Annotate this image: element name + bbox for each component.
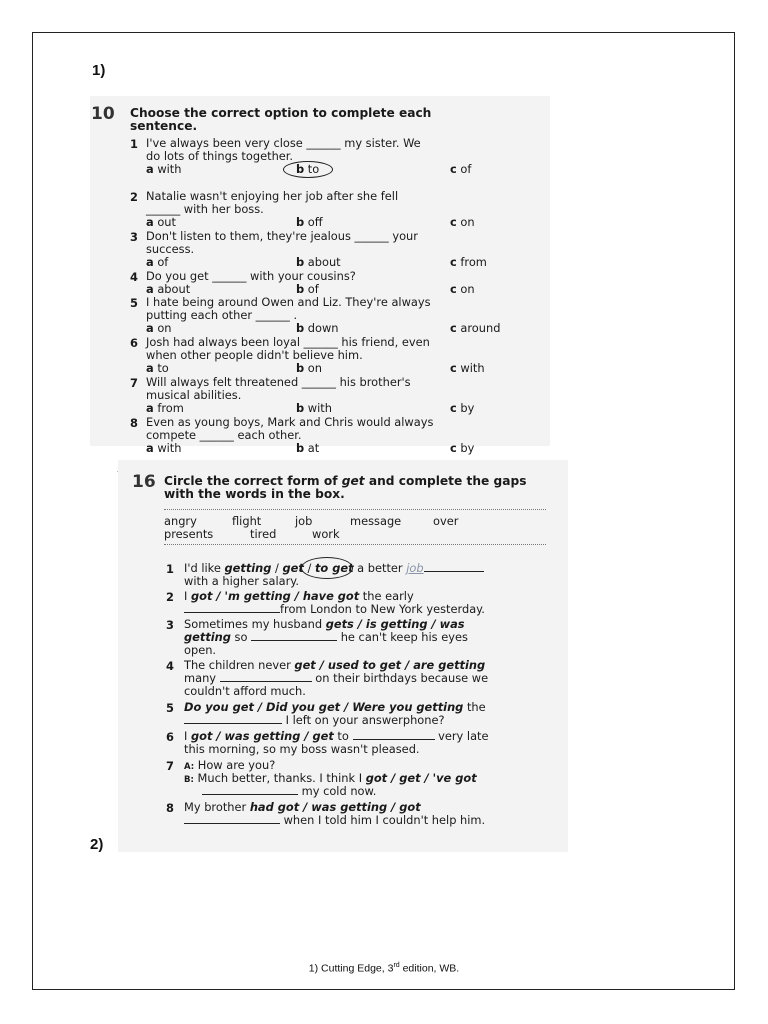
ex10-item-6-option-b: b on	[296, 361, 322, 375]
box-word: tired	[250, 527, 277, 541]
ex10-item-4-line1: Do you get ______ with your cousins?	[146, 269, 356, 283]
ex10-item-7-option-c: c by	[450, 401, 475, 415]
ex10-item-1-line1: I've always been very close ______ my sister. We	[146, 136, 421, 150]
ex10-item-2-line2: ______ with her boss.	[146, 202, 264, 216]
answer-circle-1	[283, 161, 333, 178]
ex16-item-3-line2: getting so he can't keep his eyes	[184, 630, 468, 644]
ex10-item-8-option-b: b at	[296, 441, 320, 455]
item-number: 6	[166, 730, 174, 744]
item-number: 2	[130, 190, 138, 204]
item-number: 5	[166, 701, 174, 715]
ex10-item-5-option-b: b down	[296, 321, 339, 335]
ex10-item-2-option-b: b off	[296, 215, 323, 229]
ex16-item-7-b: B: Much better, thanks. I think I got / get / 've got	[184, 771, 477, 785]
ex10-item-6-option-a: a to	[146, 361, 169, 375]
ex10-item-2-option-a: a out	[146, 215, 176, 229]
ex10-item-5-line2: putting each other ______ .	[146, 308, 298, 322]
part-2-label: 2)	[90, 836, 104, 853]
ex10-item-7-line2: musical abilities.	[146, 388, 242, 402]
ex16-item-2-line1: I got / 'm getting / have got the early	[184, 589, 414, 603]
ex16-item-8-line2: when I told him I couldn't help him.	[184, 814, 485, 827]
ex10-item-7-option-a: a from	[146, 401, 184, 415]
ex10-item-8-option-a: a with	[146, 441, 182, 455]
exercise-10-title-line2: sentence.	[130, 119, 198, 133]
ex10-item-4-option-b: b of	[296, 282, 319, 296]
item-number: 4	[130, 270, 138, 284]
exercise-16-number: 16	[132, 472, 156, 492]
exercise-10-scan	[90, 96, 550, 455]
ex10-item-1-line2: do lots of things together.	[146, 149, 294, 163]
ex16-item-6-line1: I got / was getting / get to very late	[184, 729, 489, 743]
item-number: 1	[130, 137, 138, 151]
box-word: job	[295, 514, 313, 528]
item-number: 5	[130, 296, 138, 310]
exercise-10-number: 10	[91, 104, 115, 124]
ex10-item-6-option-c: c with	[450, 361, 485, 375]
ex10-item-3-option-a: a of	[146, 255, 169, 269]
ex16-item-4-line1: The children never get / used to get / are getting	[184, 658, 486, 672]
item-number: 7	[130, 376, 138, 390]
ex16-item-4-line2: many on their birthdays because we	[184, 671, 489, 685]
item-number: 8	[130, 416, 138, 430]
word-box	[164, 509, 546, 545]
ex10-item-2-line1: Natalie wasn't enjoying her job after she fell	[146, 189, 399, 203]
ex16-item-5-line2: I left on your answerphone?	[184, 714, 445, 727]
box-word: over	[433, 514, 459, 528]
ex10-item-2-option-c: c on	[450, 215, 475, 229]
ex16-item-8-line1: My brother had got / was getting / got	[184, 800, 421, 814]
exercise-16-title-line1: Circle the correct form of get and complete the gaps	[164, 474, 527, 488]
ex10-item-5-option-c: c around	[450, 321, 501, 335]
ex10-item-1-option-a: a with	[146, 162, 182, 176]
ex10-item-6-line1: Josh had always been loyal ______ his friend, even	[146, 335, 430, 349]
ex10-item-5-option-a: a on	[146, 321, 172, 335]
ex16-item-1-line1: I'd like getting / get / to get a better job	[184, 562, 484, 575]
ex10-item-4-option-a: a about	[146, 282, 191, 296]
box-word: work	[312, 527, 340, 541]
footer-citation: 1) Cutting Edge, 3rd edition, WB.	[308, 962, 460, 975]
ex10-item-5-line1: I hate being around Owen and Liz. They're always	[146, 295, 431, 309]
ex16-item-5-line1: Do you get / Did you get / Were you getting the	[184, 700, 486, 714]
box-word: angry	[164, 514, 197, 528]
part-1-label: 1)	[92, 62, 106, 79]
ex10-item-3-line2: success.	[146, 242, 195, 256]
exercise-10-title-line1: Choose the correct option to complete each	[130, 106, 432, 120]
item-number: 6	[130, 336, 138, 350]
ex16-item-4-line3: couldn't afford much.	[184, 684, 306, 698]
box-word: presents	[164, 527, 214, 541]
item-number: 4	[166, 659, 174, 673]
box-word: flight	[232, 514, 262, 528]
ex10-item-3-option-c: c from	[450, 255, 487, 269]
exercise-16-title-line2: with the words in the box.	[164, 487, 345, 501]
item-number: 2	[166, 590, 174, 604]
ex16-item-2-line2: from London to New York yesterday.	[184, 603, 485, 616]
ex10-item-7-line1: Will always felt threatened ______ his brother's	[146, 375, 411, 389]
ex10-item-7-option-b: b with	[296, 401, 332, 415]
ex16-item-7-line2: my cold now.	[202, 785, 376, 798]
item-number: 7	[166, 759, 174, 773]
ex10-item-8-option-c: c by	[450, 441, 475, 455]
ex10-item-1-option-b: b to	[296, 162, 320, 176]
ex10-item-8-line1: Even as young boys, Mark and Chris would always	[146, 415, 434, 429]
item-number: 3	[130, 230, 138, 244]
ex16-item-6-line2: this morning, so my boss wasn't pleased.	[184, 742, 420, 756]
ex16-item-3-line3: open.	[184, 643, 217, 657]
box-word: message	[350, 514, 402, 528]
item-number: 3	[166, 618, 174, 632]
ex16-item-7-a: A: How are you?	[184, 758, 276, 772]
ex10-item-3-line1: Don't listen to them, they're jealous ______ your	[146, 229, 418, 243]
ex10-item-6-line2: when other people didn't believe him.	[146, 348, 363, 362]
item-number: 1	[166, 562, 174, 576]
ex10-item-8-line2: compete ______ each other.	[146, 428, 302, 442]
ex16-item-3-line1: Sometimes my husband gets / is getting / was	[184, 617, 465, 631]
exercise-16-scan	[118, 460, 568, 852]
item-number: 8	[166, 801, 174, 815]
answer-circle-2	[301, 557, 353, 579]
ex10-item-1-option-c: c of	[450, 162, 472, 176]
ex10-item-4-option-c: c on	[450, 282, 475, 296]
ex16-item-1-line2: with a higher salary.	[184, 574, 300, 588]
ex10-item-3-option-b: b about	[296, 255, 341, 269]
